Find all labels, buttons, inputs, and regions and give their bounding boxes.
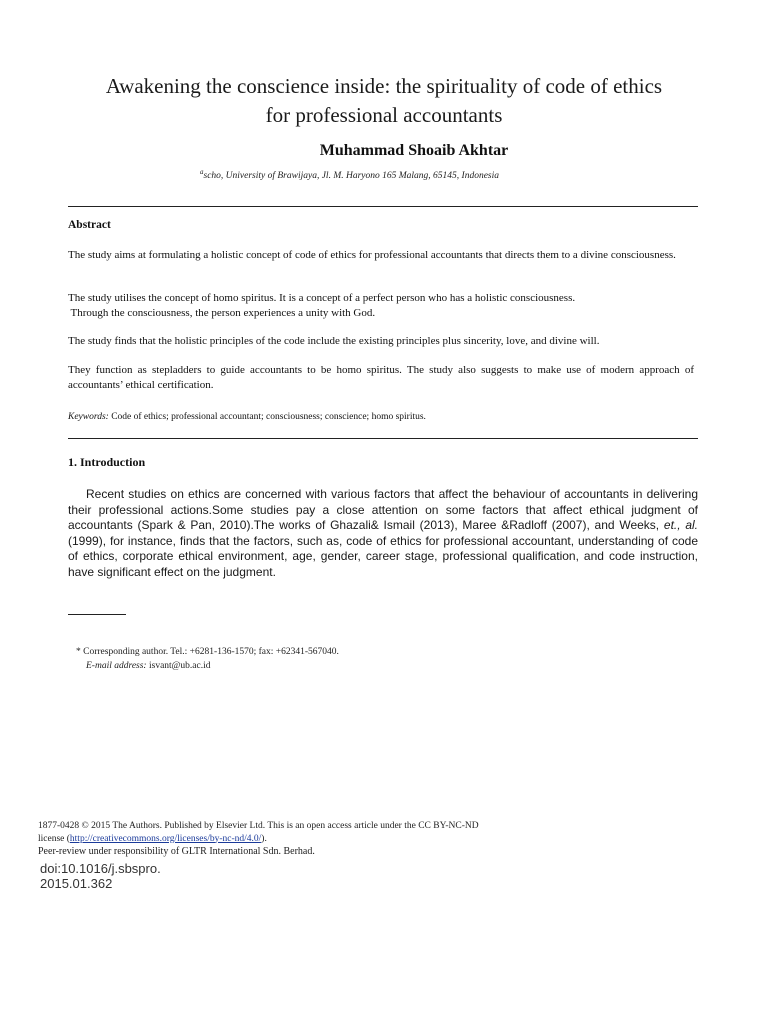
introduction-text-1: Recent studies on ethics are concerned with various factors that affect the behaviour of accountants in delivering their professional actions.Some studies pay a close attention on some factors that affect ethical judgment of accountants (Spark & Pan, 2010).The works of Ghazali& Ismail (2013), Maree &Radloff (2007), and Weeks,	[68, 487, 698, 533]
title-line-1: Awakening the conscience inside: the spirituality of code of ethics	[105, 74, 663, 98]
abstract-bottom-rule	[68, 438, 698, 439]
license-prefix: license (	[38, 833, 70, 844]
footnote-corresponding: * Corresponding author. Tel.: +6281-136-1570; fax: +62341-567040.	[76, 647, 339, 657]
author-affiliation	[200, 168, 620, 181]
copyright-block	[38, 820, 598, 845]
affiliation-text: scho, University of Brawijaya, Jl. M. Haryono 165 Malang, 65145, Indonesia	[203, 171, 500, 182]
email-label: E-mail address:	[86, 661, 147, 671]
license-link[interactable]: http://creativecommons.org/licenses/by-nc-nd/4.0/	[69, 833, 262, 844]
keywords-text: Code of ethics; professional accountant; consciousness; conscience; homo spiritus.	[108, 412, 426, 422]
copyright-line: 1877-0428 © 2015 The Authors. Published by Elsevier Ltd. This is an open access article under the CC BY-NC-ND	[38, 821, 479, 831]
license-line	[38, 833, 598, 846]
introduction-paragraph	[68, 487, 698, 581]
abstract-paragraph-4: They function as stepladders to guide accountants to be homo spiritus. The study also suggests to make use of modern approach of accountants’ ethical certification.	[68, 364, 694, 391]
footnote-email	[86, 661, 686, 671]
introduction-heading: 1. Introduction	[68, 455, 146, 469]
abstract-top-rule	[68, 206, 698, 207]
abstract-paragraph-1: The study aims at formulating a holistic concept of code of ethics for professional accountants that directs them to a divine consciousness.	[68, 249, 676, 261]
peer-review-line: Peer-review under responsibility of GLTR International Sdn. Berhad.	[38, 846, 315, 857]
introduction-etal: et., al.	[663, 518, 698, 533]
author-name: Muhammad Shoaib Akhtar	[319, 142, 509, 159]
affiliation-superscript: a	[200, 168, 204, 176]
footnote-rule	[68, 614, 126, 615]
abstract-paragraph-2	[68, 291, 694, 321]
doi-line-2: 2015.01.362	[40, 876, 113, 891]
title-line-2: for professional accountants	[265, 103, 503, 127]
introduction-text-2: (1999), for instance, finds that the factors, such as, code of ethics for professional accountant, understanding of code of ethics, corporate ethical environment, age, gender, career stage, professional qualification, and code instruction, have significant effect on the judgment.	[68, 533, 698, 579]
keywords	[68, 412, 694, 422]
abstract-paragraph-3: The study finds that the holistic principles of the code include the existing principles plus sincerity, love, and divine will.	[68, 335, 600, 347]
abstract-heading: Abstract	[68, 219, 111, 231]
keywords-label: Keywords:	[68, 412, 109, 422]
abstract-paragraph-2-line-2: Through the consciousness, the person experiences a unity with God.	[68, 307, 376, 319]
license-suffix: ).	[261, 833, 267, 844]
doi	[40, 861, 161, 891]
abstract-paragraph-2-line-1: The study utilises the concept of homo spiritus. It is a concept of a perfect person who has a holistic consciousness.	[68, 292, 576, 304]
doi-line-1: doi:10.1016/j.sbspro.	[40, 861, 161, 876]
email-address: isvant@ub.ac.id	[146, 661, 211, 671]
paper-title	[40, 72, 728, 130]
